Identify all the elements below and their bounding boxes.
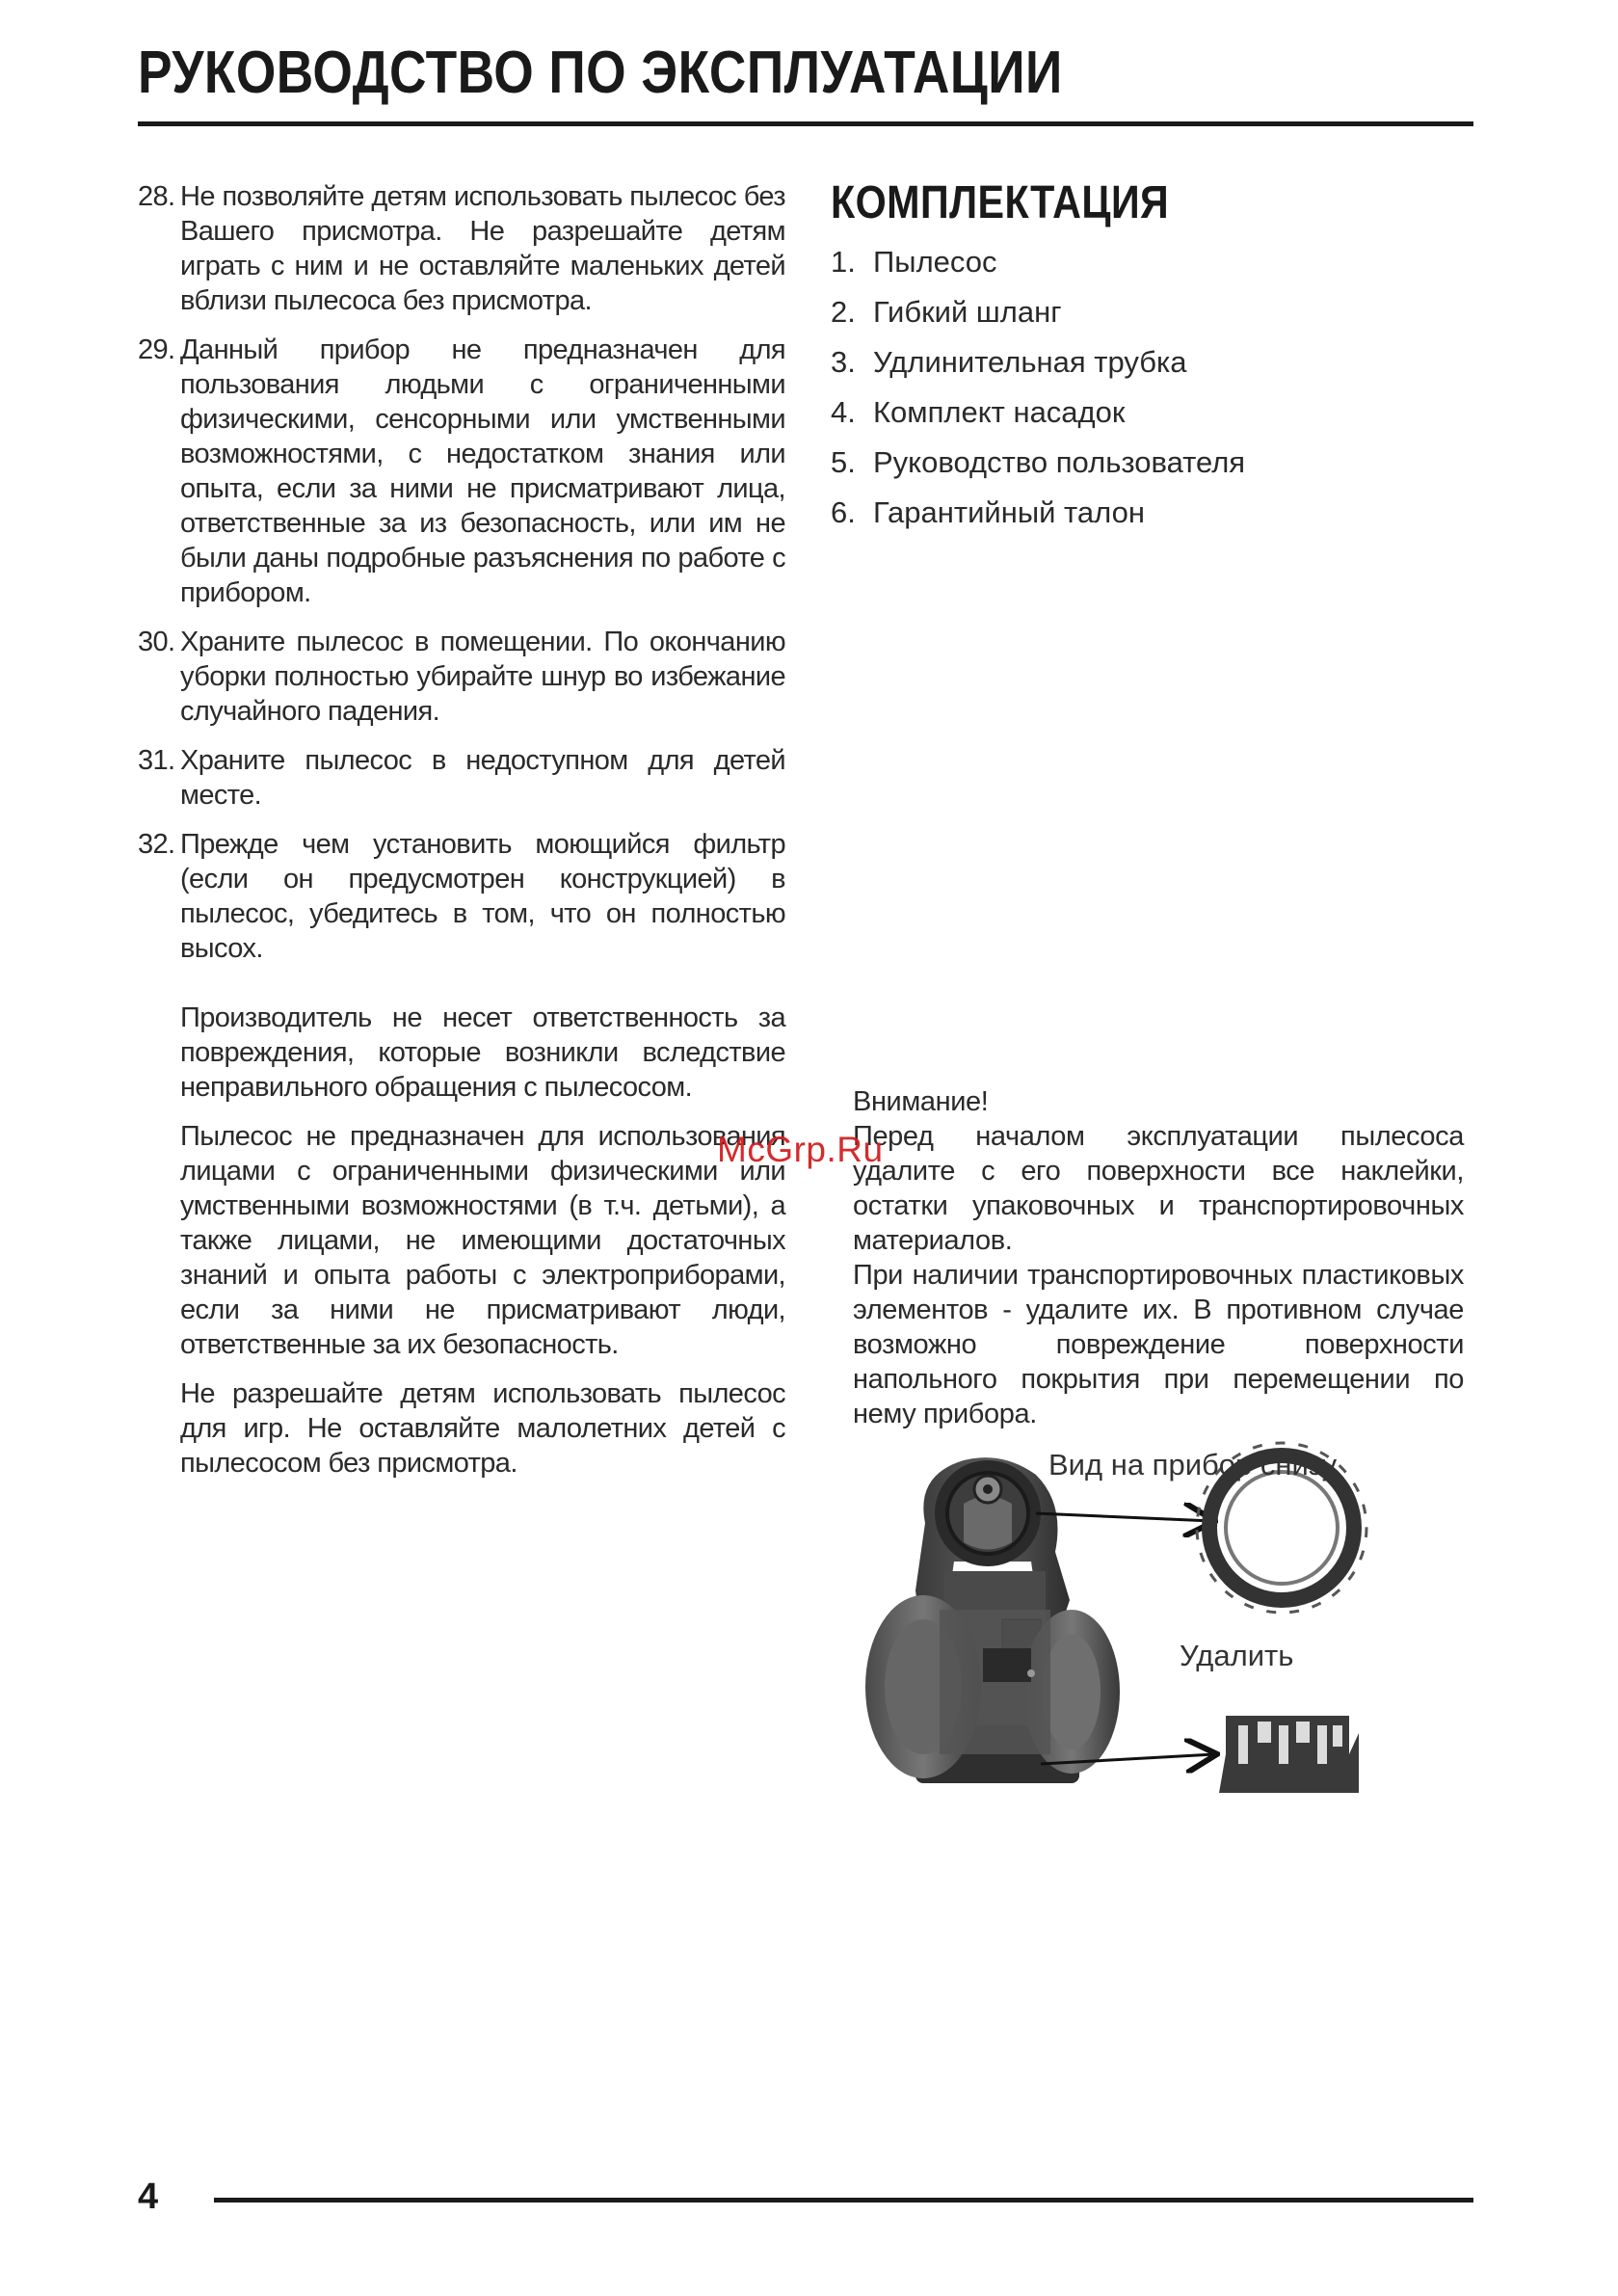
contents-item: [831, 243, 1245, 293]
rule-text: Храните пылесос в недоступном для детей месте.: [180, 745, 785, 811]
attention-paragraph-2: При наличии транспортировочных пластиковых элементов - удалите их. В противном случае возможно повреждение поверхности напольного покрытия при перемещении по нему прибора.: [853, 1260, 1464, 1429]
contents-item: [831, 393, 1245, 443]
attention-paragraph-1: Перед началом эксплуатации пылесоса удалите с его поверхности все наклейки, остатки упаковочных и транспортировочных материалов.: [853, 1121, 1464, 1256]
contents-list: [831, 243, 1245, 544]
rule-number: 30.: [138, 627, 175, 657]
contents-item-number: 5.: [831, 445, 856, 479]
contents-item: [831, 443, 1245, 494]
safety-rule-31: [138, 743, 785, 813]
contents-item-label: Руководство пользователя: [873, 445, 1246, 479]
rule-text: Данный прибор не предназначен для пользования людьми с ограниченными физическими, сенсорными или умственными возможностями, с недостатком знания или опыта, если за ними не присматривают лица, ответственные за из безопасность, или им не были даны подробные разъяснения по работе с прибором.: [180, 334, 785, 608]
page-title: РУКОВОДСТВО ПО ЭКСПЛУАТАЦИИ: [138, 40, 1063, 106]
page-number: 4: [138, 2176, 159, 2217]
contents-item-number: 2.: [831, 295, 856, 329]
contents-item-label: Гибкий шланг: [873, 295, 1062, 329]
contents-item-label: Пылесос: [873, 245, 997, 279]
transport-insert-part: [1219, 1716, 1359, 1793]
vacuum-wheels: [865, 1595, 1120, 1778]
vacuum-bottom-view-figure: [848, 1436, 1388, 1860]
rule-text: Храните пылесос в помещении. По окончанию уборки полностью убирайте шнур во избежание случайного падения.: [180, 627, 785, 727]
arrow-to-ring: [1036, 1513, 1212, 1521]
rule-number: 28.: [138, 181, 175, 212]
header-rule: [138, 121, 1473, 126]
children-note: Не разрешайте детям использовать пылесос для игр. Не оставляйте малолетних детей с пылесосом без присмотра.: [180, 1378, 785, 1479]
attention-block: [853, 1084, 1464, 1431]
contents-item: [831, 494, 1245, 544]
safety-rules-list: [138, 179, 785, 966]
figure-label-bottom-view: Вид на прибор снизу: [1048, 1448, 1338, 1482]
usage-restriction-note: Пылесос не предназначен для использования лицами с ограниченными физическими или умственными возможностями (в т.ч. детьми), а также лицами, не имеющими достаточных знаний и опыта работы с электроприборами, если за ними не присматривают люди, ответственные за их безопасность.: [180, 1121, 785, 1360]
contents-item-number: 4.: [831, 395, 856, 429]
contents-item-label: Комплект насадок: [873, 395, 1126, 429]
manufacturer-note: Производитель не несет ответственность за повреждения, которые возникли вследствие неправильного обращения с пылесосом.: [180, 1002, 785, 1103]
contents-item-number: 1.: [831, 245, 856, 279]
rule-number: 29.: [138, 334, 175, 365]
vacuum-bottom-illustration: [848, 1436, 1388, 1860]
attention-heading: Внимание!: [853, 1086, 989, 1117]
safety-rule-28: [138, 179, 785, 318]
footer-rule: [214, 2198, 1473, 2203]
safety-column: [138, 179, 785, 1495]
contents-item-label: Удлинительная трубка: [873, 345, 1187, 379]
contents-title: КОМПЛЕКТАЦИЯ: [831, 177, 1170, 228]
rule-number: 32.: [138, 829, 175, 860]
safety-rule-30: [138, 625, 785, 729]
rule-number: 31.: [138, 745, 175, 776]
figure-label-remove: Удалить: [1180, 1639, 1294, 1672]
contents-item-number: 3.: [831, 345, 856, 379]
contents-item: [831, 293, 1245, 343]
safety-rule-32: [138, 827, 785, 966]
contents-item-label: Гарантийный талон: [873, 495, 1145, 529]
rule-text: Прежде чем установить моющийся фильтр (если он предусмотрен конструкцией) в пылесос, убедитесь в том, что он полностью высох.: [180, 829, 785, 964]
watermark: McGrp.Ru: [717, 1130, 884, 1169]
contents-item-number: 6.: [831, 495, 856, 529]
safety-rule-29: [138, 333, 785, 610]
contents-item: [831, 343, 1245, 393]
rule-text: Не позволяйте детям использовать пылесос без Вашего присмотра. Не разрешайте детям играть с ним и не оставляйте маленьких детей вблизи пылесоса без присмотра.: [180, 181, 785, 316]
